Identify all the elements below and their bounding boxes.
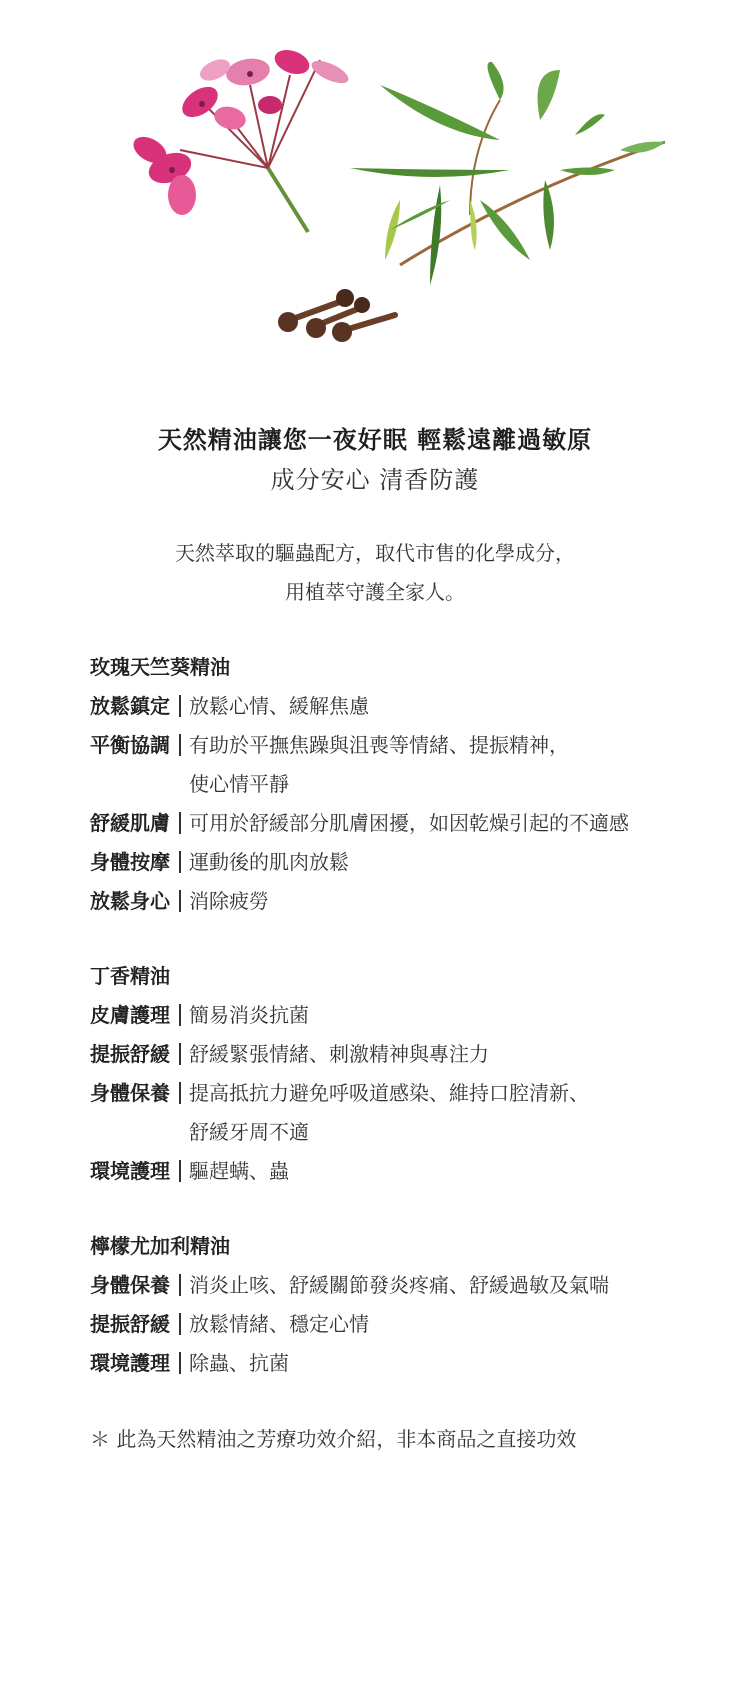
divider: [179, 1352, 181, 1374]
benefit-description: 放鬆情緒、穩定心情: [189, 1312, 369, 1336]
benefit-label: 身體按摩: [90, 850, 170, 874]
benefit-row: [90, 1305, 730, 1344]
divider: [179, 851, 181, 873]
divider: [179, 695, 181, 717]
benefit-row: [90, 996, 730, 1035]
benefit-label: 舒緩肌膚: [90, 811, 170, 835]
benefit-row: [90, 882, 730, 921]
benefit-description: 消除疲勞: [189, 889, 269, 913]
benefit-description: 除蟲、抗菌: [189, 1351, 289, 1375]
divider: [179, 890, 181, 912]
benefit-row: [90, 1266, 730, 1305]
benefit-label: 提振舒緩: [90, 1042, 170, 1066]
benefit-row: [90, 1074, 730, 1152]
divider: [179, 734, 181, 756]
benefit-label: 平衡協調: [90, 733, 170, 757]
divider: [179, 1082, 181, 1104]
benefit-label: 放鬆身心: [90, 889, 170, 913]
benefit-row: [90, 687, 730, 726]
section-title: 丁香精油: [90, 964, 170, 988]
benefit-row: [90, 726, 730, 804]
benefit-row: [90, 1035, 730, 1074]
headline-line-2: 成分安心 清香防護: [270, 466, 480, 494]
benefit-label: 環境護理: [90, 1351, 170, 1375]
benefit-row: [90, 1152, 730, 1191]
divider: [179, 1004, 181, 1026]
section-rose-geranium: [90, 648, 730, 921]
divider: [179, 812, 181, 834]
botanical-illustration: [0, 0, 750, 380]
benefit-row: [90, 1344, 730, 1383]
section-lemon-eucalyptus: [90, 1227, 730, 1383]
section-clove: [90, 957, 730, 1191]
section-title: 檸檬尤加利精油: [90, 1234, 230, 1258]
benefit-description: 可用於舒緩部分肌膚困擾，如因乾燥引起的不適感: [189, 811, 629, 835]
benefit-label: 皮膚護理: [90, 1003, 170, 1027]
benefit-label: 提振舒緩: [90, 1312, 170, 1336]
disclaimer-note: ＊ 此為天然精油之芳療功效介紹，非本商品之直接功效: [90, 1427, 577, 1451]
benefit-row: [90, 804, 730, 843]
divider: [179, 1160, 181, 1182]
divider: [179, 1274, 181, 1296]
benefit-description: 提高抵抗力避免呼吸道感染、維持口腔清新、 舒緩牙周不適: [189, 1081, 589, 1144]
benefit-description: 簡易消炎抗菌: [189, 1003, 309, 1027]
divider: [179, 1043, 181, 1065]
eucalyptus-branch-icon: [350, 62, 665, 285]
clove-buds-icon: [278, 289, 395, 342]
benefit-label: 身體保養: [90, 1273, 170, 1297]
benefit-description: 消炎止咳、舒緩關節發炎疼痛、舒緩過敏及氣喘: [189, 1273, 609, 1297]
geranium-flower-icon: [129, 46, 352, 232]
benefit-label: 放鬆鎮定: [90, 694, 170, 718]
section-title: 玫瑰天竺葵精油: [90, 655, 230, 679]
benefit-description: 有助於平撫焦躁與沮喪等情緒、提振精神， 使心情平靜: [189, 733, 569, 796]
benefit-description: 運動後的肌肉放鬆: [189, 850, 349, 874]
intro-line-2: 用植萃守護全家人。: [285, 580, 465, 604]
benefit-row: [90, 843, 730, 882]
headline-line-1: 天然精油讓您一夜好眠 輕鬆遠離過敏原: [157, 426, 593, 454]
benefit-description: 驅趕螨、蟲: [189, 1159, 289, 1183]
benefit-description: 放鬆心情、緩解焦慮: [189, 694, 369, 718]
intro-line-1: 天然萃取的驅蟲配方，取代市售的化學成分，: [175, 541, 575, 565]
benefit-label: 身體保養: [90, 1081, 170, 1105]
benefit-label: 環境護理: [90, 1159, 170, 1183]
benefit-description: 舒緩緊張情緒、刺激精神與專注力: [189, 1042, 489, 1066]
divider: [179, 1313, 181, 1335]
